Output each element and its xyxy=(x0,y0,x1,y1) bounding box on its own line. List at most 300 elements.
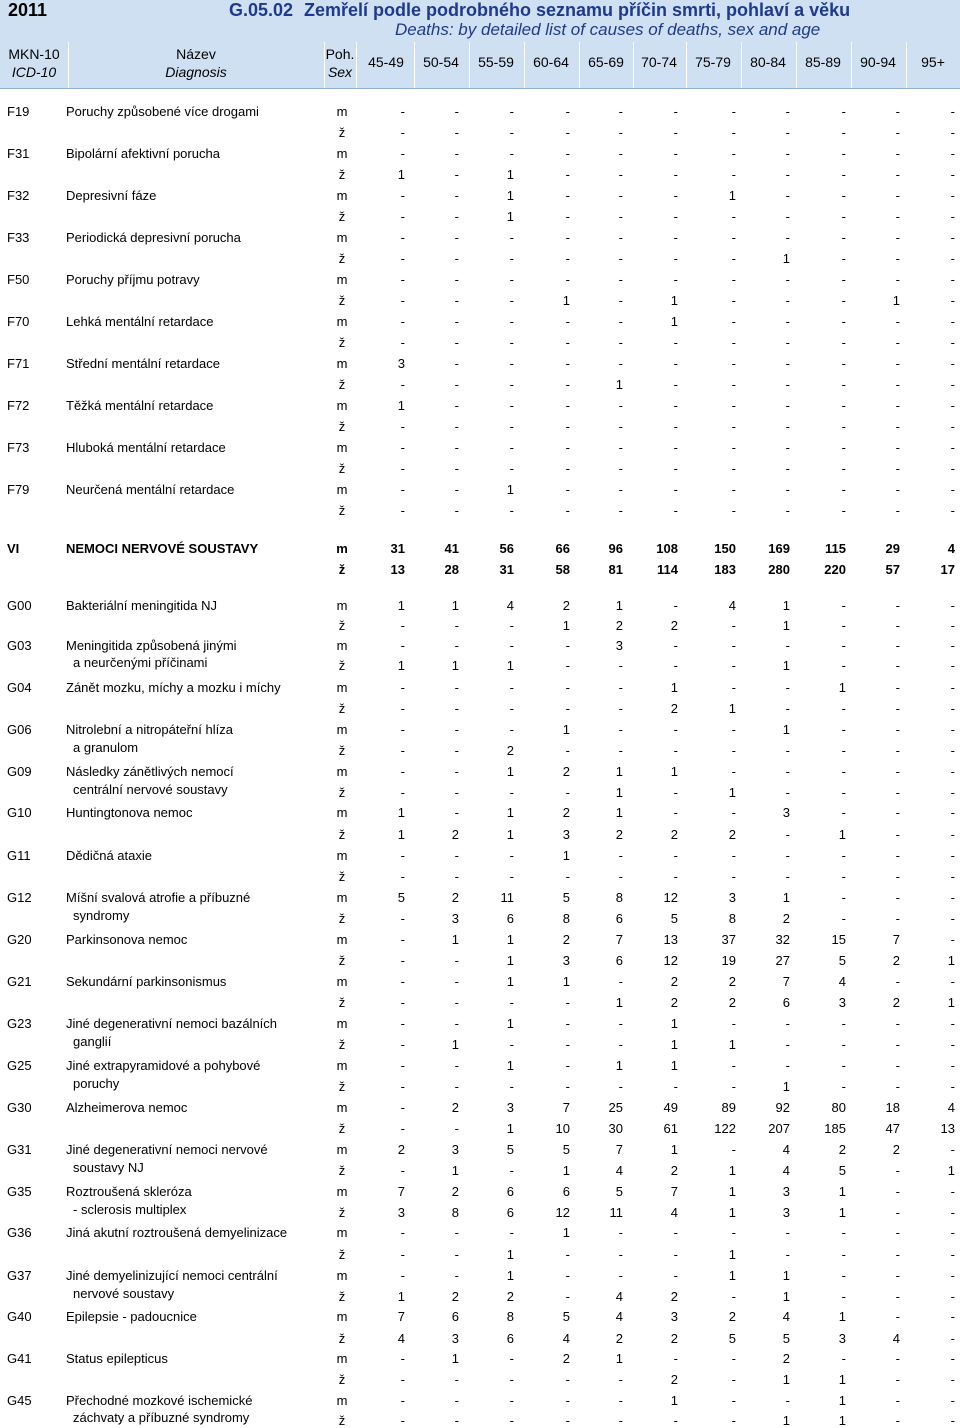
value-cell: - xyxy=(400,188,405,203)
value-cell: - xyxy=(895,125,900,140)
value-cell: - xyxy=(731,335,736,350)
row-code: G35 xyxy=(7,1184,32,1199)
row-diagnosis: Epilepsie - padoucnice xyxy=(66,1309,197,1324)
value-cell: 3 xyxy=(397,356,405,371)
value-cell: - xyxy=(841,230,846,245)
value-cell: - xyxy=(950,658,955,673)
value-cell: 1 xyxy=(838,680,846,695)
row-code: G06 xyxy=(7,722,32,737)
value-cell: - xyxy=(895,598,900,613)
value-cell: - xyxy=(895,1247,900,1262)
value-cell: - xyxy=(673,230,678,245)
value-cell: - xyxy=(400,1268,405,1283)
value-cell: 1 xyxy=(782,1289,790,1304)
value-cell: - xyxy=(454,461,459,476)
value-cell: - xyxy=(841,1037,846,1052)
row-code: F31 xyxy=(7,146,30,161)
row-code: G10 xyxy=(7,805,32,820)
value-cell: 5 xyxy=(562,1309,570,1324)
value-cell: 1 xyxy=(451,1163,459,1178)
value-cell: - xyxy=(400,1413,405,1428)
value-cell: 280 xyxy=(768,562,790,577)
value-cell: - xyxy=(565,680,570,695)
value-cell: - xyxy=(895,1205,900,1220)
value-cell: 6 xyxy=(562,1184,570,1199)
value-cell: - xyxy=(841,356,846,371)
value-cell: 2 xyxy=(728,1309,736,1324)
value-cell: 114 xyxy=(657,562,678,577)
row-diagnosis: Dědičná ataxie xyxy=(66,848,152,863)
row-code: F72 xyxy=(7,398,30,413)
value-cell: - xyxy=(400,618,405,633)
value-cell: 17 xyxy=(940,562,955,577)
value-cell: 2 xyxy=(506,1289,514,1304)
value-cell: - xyxy=(950,1058,955,1073)
value-cell: - xyxy=(895,1413,900,1428)
column-header-age-65-69: 65-69 xyxy=(588,54,624,70)
value-cell: - xyxy=(673,1268,678,1283)
value-cell: - xyxy=(785,869,790,884)
value-cell: 5 xyxy=(670,911,678,926)
value-cell: - xyxy=(895,618,900,633)
value-cell: 2 xyxy=(670,1331,678,1346)
value-cell: - xyxy=(731,272,736,287)
value-cell: - xyxy=(785,1393,790,1408)
value-cell: - xyxy=(950,638,955,653)
value-cell: - xyxy=(950,1289,955,1304)
value-cell: - xyxy=(400,377,405,392)
value-cell: - xyxy=(565,272,570,287)
value-cell: - xyxy=(565,638,570,653)
value-cell: - xyxy=(950,701,955,716)
value-cell: - xyxy=(895,911,900,926)
value-cell: - xyxy=(895,314,900,329)
value-cell: - xyxy=(618,104,623,119)
row-sex: m xyxy=(336,146,348,161)
value-cell: 1 xyxy=(506,482,514,497)
value-cell: - xyxy=(565,146,570,161)
value-cell: 2 xyxy=(892,995,900,1010)
value-cell: 1 xyxy=(947,995,955,1010)
value-cell: - xyxy=(565,995,570,1010)
value-cell: - xyxy=(731,618,736,633)
value-cell: - xyxy=(509,1037,514,1052)
value-cell: - xyxy=(509,1372,514,1387)
value-cell: - xyxy=(785,680,790,695)
value-cell: - xyxy=(400,680,405,695)
value-cell: - xyxy=(785,377,790,392)
value-cell: - xyxy=(400,419,405,434)
row-diagnosis: NEMOCI NERVOVÉ SOUSTAVY xyxy=(66,541,259,556)
value-cell: 1 xyxy=(838,1413,846,1428)
value-cell: 12 xyxy=(663,890,678,905)
value-cell: - xyxy=(841,482,846,497)
value-cell: 4 xyxy=(838,974,846,989)
row-sex: ž xyxy=(338,1121,346,1136)
value-cell: 4 xyxy=(615,1163,623,1178)
row-code: G45 xyxy=(7,1393,32,1408)
value-cell: - xyxy=(731,1413,736,1428)
value-cell: 66 xyxy=(555,541,570,556)
row-sex: m xyxy=(336,848,348,863)
value-cell: - xyxy=(454,1016,459,1031)
row-diagnosis: Hluboká mentální retardace xyxy=(66,440,226,455)
row-sex: ž xyxy=(338,1247,346,1262)
row-code: G23 xyxy=(7,1016,32,1031)
value-cell: - xyxy=(841,1058,846,1073)
value-cell: 4 xyxy=(782,1142,790,1157)
value-cell: 89 xyxy=(721,1100,736,1115)
value-cell: - xyxy=(785,419,790,434)
value-cell: - xyxy=(785,764,790,779)
value-cell: - xyxy=(400,440,405,455)
row-diagnosis: Jiné demyelinizující nemoci centrální xyxy=(66,1268,278,1283)
value-cell: 1 xyxy=(615,805,623,820)
value-cell: 30 xyxy=(608,1121,623,1136)
row-sex: m xyxy=(336,598,348,613)
value-cell: - xyxy=(673,125,678,140)
value-cell: 4 xyxy=(892,1331,900,1346)
value-cell: - xyxy=(565,1289,570,1304)
value-cell: - xyxy=(509,125,514,140)
value-cell: - xyxy=(673,658,678,673)
value-cell: 4 xyxy=(782,1309,790,1324)
row-code: G12 xyxy=(7,890,32,905)
header-divider xyxy=(741,42,742,88)
value-cell: - xyxy=(841,805,846,820)
value-cell: 80 xyxy=(831,1100,846,1115)
value-cell: 25 xyxy=(608,1100,623,1115)
value-cell: - xyxy=(400,293,405,308)
value-cell: - xyxy=(731,503,736,518)
value-cell: - xyxy=(841,785,846,800)
value-cell: - xyxy=(565,251,570,266)
value-cell: 1 xyxy=(782,890,790,905)
value-cell: - xyxy=(454,1058,459,1073)
value-cell: - xyxy=(673,356,678,371)
value-cell: - xyxy=(400,272,405,287)
value-cell: 1 xyxy=(506,1058,514,1073)
column-header-age-90-94: 90-94 xyxy=(860,54,896,70)
value-cell: - xyxy=(673,1351,678,1366)
value-cell: 1 xyxy=(670,680,678,695)
value-cell: 2 xyxy=(451,1184,459,1199)
row-diagnosis: Parkinsonova nemoc xyxy=(66,932,188,947)
value-cell: - xyxy=(400,1121,405,1136)
value-cell: 4 xyxy=(397,1331,405,1346)
header-divider xyxy=(686,42,687,88)
row-code: G40 xyxy=(7,1309,32,1324)
row-sex: m xyxy=(336,1142,348,1157)
value-cell: - xyxy=(785,209,790,224)
value-cell: 1 xyxy=(782,1372,790,1387)
value-cell: 5 xyxy=(728,1331,736,1346)
value-cell: 8 xyxy=(615,890,623,905)
value-cell: - xyxy=(731,314,736,329)
value-cell: 1 xyxy=(562,848,570,863)
value-cell: - xyxy=(565,1247,570,1262)
value-cell: - xyxy=(950,680,955,695)
value-cell: - xyxy=(509,1413,514,1428)
row-code: G11 xyxy=(7,848,31,863)
value-cell: - xyxy=(618,743,623,758)
header-divider xyxy=(414,42,415,88)
value-cell: - xyxy=(895,1289,900,1304)
value-cell: 1 xyxy=(506,953,514,968)
row-sex: ž xyxy=(338,911,346,926)
value-cell: - xyxy=(785,188,790,203)
header-divider xyxy=(633,42,634,88)
value-cell: - xyxy=(895,461,900,476)
value-cell: - xyxy=(950,1184,955,1199)
value-cell: - xyxy=(950,743,955,758)
value-cell: - xyxy=(618,461,623,476)
value-cell: - xyxy=(895,398,900,413)
value-cell: - xyxy=(618,356,623,371)
row-code: G31 xyxy=(7,1142,32,1157)
value-cell: - xyxy=(454,125,459,140)
value-cell: - xyxy=(895,335,900,350)
value-cell: - xyxy=(565,785,570,800)
value-cell: - xyxy=(950,1079,955,1094)
value-cell: 1 xyxy=(782,1413,790,1428)
value-cell: - xyxy=(454,1121,459,1136)
value-cell: - xyxy=(841,1016,846,1031)
value-cell: 3 xyxy=(782,805,790,820)
value-cell: - xyxy=(950,335,955,350)
value-cell: - xyxy=(841,1351,846,1366)
value-cell: - xyxy=(950,827,955,842)
row-code: F73 xyxy=(7,440,30,455)
value-cell: 1 xyxy=(670,293,678,308)
value-cell: - xyxy=(895,377,900,392)
value-cell: - xyxy=(950,503,955,518)
row-diagnosis: a neurčenými příčinami xyxy=(73,655,208,670)
value-cell: - xyxy=(509,377,514,392)
value-cell: - xyxy=(950,440,955,455)
row-sex: ž xyxy=(338,335,346,350)
value-cell: 3 xyxy=(615,638,623,653)
value-cell: 7 xyxy=(782,974,790,989)
value-cell: - xyxy=(731,419,736,434)
row-sex: m xyxy=(336,974,348,989)
row-sex: m xyxy=(336,680,348,695)
value-cell: - xyxy=(565,125,570,140)
value-cell: 12 xyxy=(555,1205,570,1220)
value-cell: - xyxy=(673,251,678,266)
value-cell: 1 xyxy=(728,1163,736,1178)
value-cell: - xyxy=(565,1037,570,1052)
value-cell: - xyxy=(454,146,459,161)
row-code: F50 xyxy=(7,272,30,287)
value-cell: - xyxy=(895,658,900,673)
value-cell: - xyxy=(454,1372,459,1387)
column-header-age-50-54: 50-54 xyxy=(423,54,459,70)
value-cell: - xyxy=(841,272,846,287)
value-cell: - xyxy=(950,911,955,926)
value-cell: - xyxy=(565,314,570,329)
value-cell: - xyxy=(454,398,459,413)
row-sex: ž xyxy=(338,1289,346,1304)
value-cell: - xyxy=(509,356,514,371)
value-cell: 41 xyxy=(444,541,459,556)
value-cell: - xyxy=(509,503,514,518)
value-cell: - xyxy=(509,146,514,161)
value-cell: 4 xyxy=(670,1205,678,1220)
value-cell: - xyxy=(565,1393,570,1408)
row-code: G04 xyxy=(7,680,32,695)
value-cell: - xyxy=(785,503,790,518)
value-cell: - xyxy=(618,314,623,329)
value-cell: - xyxy=(895,1037,900,1052)
value-cell: - xyxy=(950,764,955,779)
row-diagnosis: soustavy NJ xyxy=(73,1160,144,1175)
value-cell: 2 xyxy=(615,618,623,633)
value-cell: 58 xyxy=(555,562,570,577)
value-cell: - xyxy=(785,440,790,455)
value-cell: - xyxy=(400,1225,405,1240)
value-cell: 7 xyxy=(615,1142,623,1157)
value-cell: - xyxy=(895,1225,900,1240)
value-cell: - xyxy=(454,805,459,820)
row-diagnosis: Poruchy příjmu potravy xyxy=(66,272,200,287)
value-cell: - xyxy=(895,680,900,695)
value-cell: 1 xyxy=(838,1309,846,1324)
row-diagnosis: nervové soustavy xyxy=(73,1286,175,1301)
value-cell: 2 xyxy=(782,1351,790,1366)
value-cell: 1 xyxy=(506,932,514,947)
value-cell: 3 xyxy=(728,890,736,905)
value-cell: - xyxy=(841,848,846,863)
value-cell: - xyxy=(509,440,514,455)
value-cell: - xyxy=(618,658,623,673)
value-cell: - xyxy=(565,188,570,203)
year-label: 2011 xyxy=(8,0,48,20)
value-cell: - xyxy=(673,167,678,182)
value-cell: - xyxy=(950,104,955,119)
value-cell: 47 xyxy=(885,1121,900,1136)
value-cell: 1 xyxy=(670,1142,678,1157)
row-sex: m xyxy=(336,272,348,287)
value-cell: 1 xyxy=(947,953,955,968)
value-cell: 11 xyxy=(609,1205,623,1220)
value-cell: 7 xyxy=(397,1309,405,1324)
value-cell: - xyxy=(565,209,570,224)
value-cell: 3 xyxy=(397,1205,405,1220)
value-cell: - xyxy=(618,848,623,863)
value-cell: - xyxy=(673,743,678,758)
row-code: G00 xyxy=(7,598,32,613)
value-cell: - xyxy=(673,848,678,863)
value-cell: - xyxy=(400,638,405,653)
value-cell: - xyxy=(400,911,405,926)
value-cell: - xyxy=(950,398,955,413)
value-cell: 18 xyxy=(885,1100,900,1115)
value-cell: - xyxy=(841,251,846,266)
value-cell: - xyxy=(841,167,846,182)
value-cell: - xyxy=(785,335,790,350)
value-cell: 6 xyxy=(506,1184,514,1199)
row-sex: ž xyxy=(338,125,346,140)
value-cell: 3 xyxy=(506,1100,514,1115)
value-cell: 1 xyxy=(838,1205,846,1220)
value-cell: 1 xyxy=(506,1121,514,1136)
value-cell: - xyxy=(895,1351,900,1366)
value-cell: - xyxy=(454,1413,459,1428)
value-cell: 1 xyxy=(506,188,514,203)
row-diagnosis: Přechodné mozkové ischemické xyxy=(66,1393,253,1408)
value-cell: 1 xyxy=(728,1247,736,1262)
value-cell: - xyxy=(565,869,570,884)
row-sex: m xyxy=(336,1184,348,1199)
value-cell: 4 xyxy=(615,1289,623,1304)
title-english: Deaths: by detailed list of causes of deaths, sex and age xyxy=(395,20,821,39)
value-cell: - xyxy=(731,805,736,820)
row-sex: ž xyxy=(338,167,346,182)
value-cell: - xyxy=(673,722,678,737)
row-sex: m xyxy=(336,932,348,947)
row-code: F33 xyxy=(7,230,30,245)
row-sex: ž xyxy=(338,461,346,476)
value-cell: - xyxy=(950,1225,955,1240)
value-cell: 1 xyxy=(838,1184,846,1199)
value-cell: 2 xyxy=(562,932,570,947)
value-cell: - xyxy=(731,869,736,884)
value-cell: - xyxy=(673,209,678,224)
value-cell: - xyxy=(731,722,736,737)
value-cell: - xyxy=(400,1058,405,1073)
value-cell: - xyxy=(509,785,514,800)
value-cell: - xyxy=(731,1058,736,1073)
value-cell: - xyxy=(400,1037,405,1052)
value-cell: 7 xyxy=(615,932,623,947)
value-cell: - xyxy=(454,335,459,350)
value-cell: - xyxy=(950,1142,955,1157)
row-sex: m xyxy=(336,104,348,119)
value-cell: - xyxy=(565,1016,570,1031)
row-sex: ž xyxy=(338,1413,346,1428)
value-cell: - xyxy=(400,1163,405,1178)
row-code: G37 xyxy=(7,1268,32,1283)
value-cell: 2 xyxy=(892,1142,900,1157)
value-cell: - xyxy=(841,1247,846,1262)
value-cell: 169 xyxy=(768,541,790,556)
value-cell: - xyxy=(841,377,846,392)
value-cell: - xyxy=(950,932,955,947)
value-cell: - xyxy=(731,848,736,863)
value-cell: 150 xyxy=(714,541,736,556)
value-cell: - xyxy=(950,1205,955,1220)
value-cell: - xyxy=(731,1289,736,1304)
value-cell: 1 xyxy=(506,827,514,842)
value-cell: - xyxy=(731,356,736,371)
value-cell: - xyxy=(618,335,623,350)
value-cell: - xyxy=(895,764,900,779)
value-cell: - xyxy=(731,125,736,140)
value-cell: - xyxy=(454,953,459,968)
value-cell: 1 xyxy=(782,1268,790,1283)
value-cell: - xyxy=(673,598,678,613)
value-cell: - xyxy=(731,680,736,695)
value-cell: - xyxy=(509,104,514,119)
value-cell: 2 xyxy=(838,1142,846,1157)
value-cell: - xyxy=(400,335,405,350)
value-cell: 28 xyxy=(444,562,459,577)
value-cell: - xyxy=(400,1247,405,1262)
value-cell: - xyxy=(673,638,678,653)
value-cell: - xyxy=(400,1393,405,1408)
value-cell: 3 xyxy=(838,995,846,1010)
